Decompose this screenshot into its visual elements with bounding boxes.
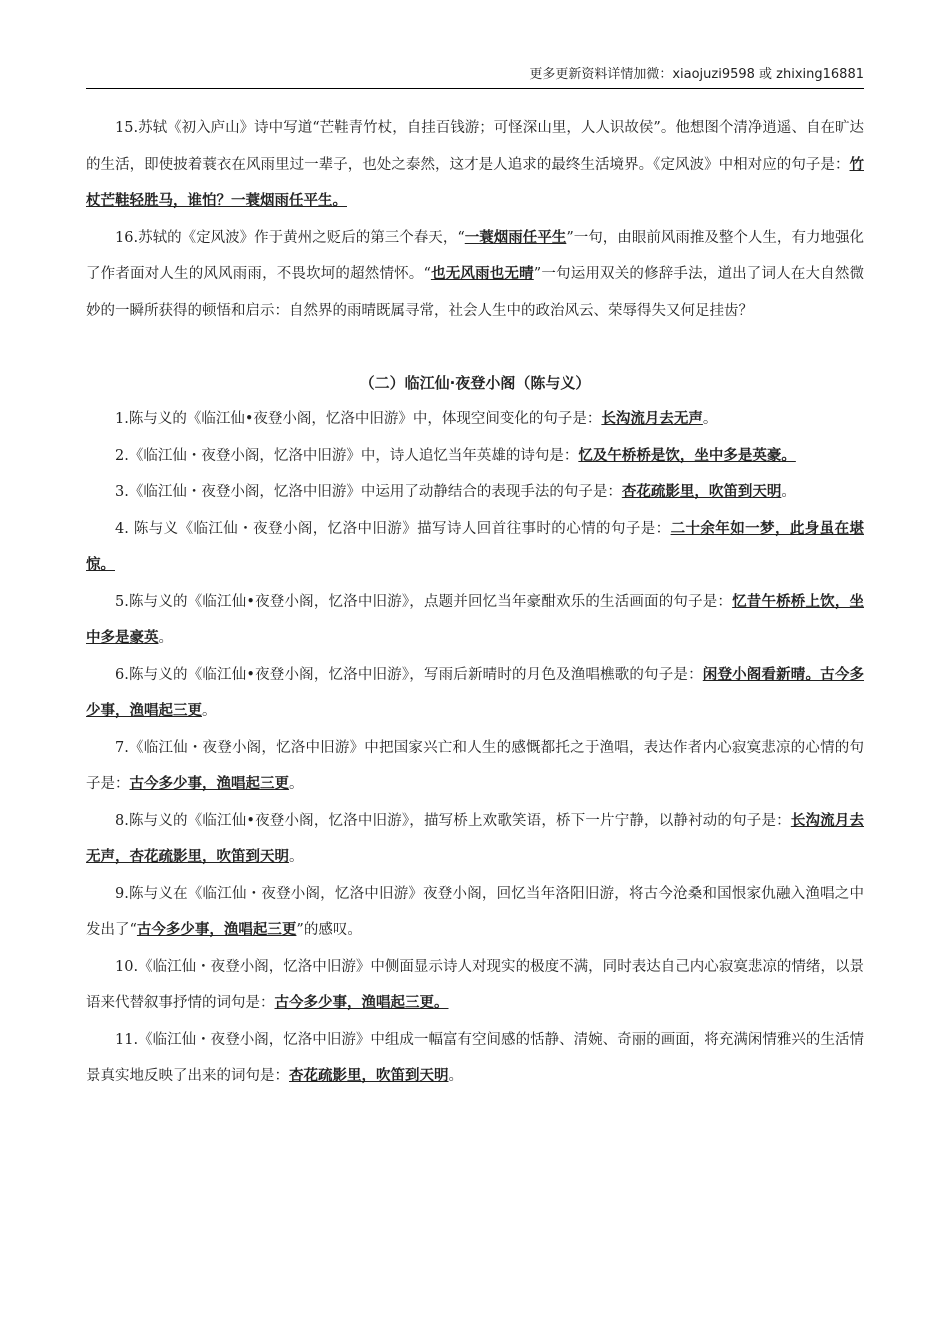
question-7 (86, 730, 864, 803)
page-header (86, 66, 864, 89)
question-text: 7.《临江仙・夜登小阁，忆洛中旧游》中把国家兴亡和人生的感慨都托之于渔唱，表达作者内心寂寞悲凉的心情的句子是： (86, 739, 864, 792)
answer-text: 忆及午桥桥是饮，坐中多是英豪。 (578, 447, 796, 464)
punct: 。 (448, 1068, 463, 1084)
answer-text: 忆昔午桥桥上饮，坐中多是豪英 (86, 593, 864, 646)
answer-text: 古今多少事，渔唱起三更 (129, 776, 289, 792)
question-text: 10.《临江仙・夜登小阁，忆洛中旧游》中侧面显示诗人对现实的极度不满，同时表达自己内心寂寞悲凉的情绪，以景语来代替叙事抒情的词句是： (86, 958, 864, 1011)
punct: 。 (202, 703, 217, 719)
question-16 (86, 220, 864, 330)
question-2 (86, 438, 864, 475)
punct: 。 (158, 630, 173, 646)
question-9 (86, 876, 864, 949)
answer-text: 一蓑烟雨任平生 (464, 229, 567, 246)
answer-text: 杏花疏影里，吹笛到天明 (289, 1068, 449, 1084)
answer-text: 也无风雨也无晴 (430, 266, 534, 282)
punct: 。 (289, 776, 304, 792)
question-11 (86, 1022, 864, 1095)
question-text: 4. 陈与义《临江仙・夜登小阁，忆洛中旧游》描写诗人回首往事时的心情的句子是： (115, 520, 671, 537)
question-15 (86, 110, 864, 220)
question-text: 2.《临江仙・夜登小阁，忆洛中旧游》中，诗人追忆当年英雄的诗句是： (115, 447, 579, 464)
answer-text: 古今多少事，渔唱起三更 (136, 922, 297, 938)
question-10 (86, 949, 864, 1022)
answer-text: 古今多少事，渔唱起三更。 (274, 995, 449, 1011)
question-text: 1.陈与义的《临江仙•夜登小阁，忆洛中旧游》中，体现空间变化的句子是： (115, 411, 602, 427)
question-4 (86, 511, 864, 584)
answer-text: 长沟流月去无声，杏花疏影里，吹笛到天明 (86, 812, 865, 865)
answer-text: 二十余年如一梦，此身虽在堪惊。 (86, 520, 864, 573)
punct: ”的感叹。 (296, 922, 362, 938)
question-text: 9.陈与义在《临江仙・夜登小阁，忆洛中旧游》夜登小阁，回忆当年洛阳旧游，将古今沧桑和国恨家仇融入渔唱之中发出了“ (86, 885, 864, 938)
question-6 (86, 657, 864, 730)
punct: 。 (781, 484, 796, 500)
header-text: 更多更新资料详情加微：xiaojuzi9598 或 zhixing16881 (529, 67, 864, 82)
question-1 (86, 401, 864, 438)
question-text: 15.苏轼《初入庐山》诗中写道“芒鞋青竹杖，自挂百钱游；可怪深山里，人人识故侯”。他想图个清净逍遥、自在旷达的生活，即使披着蓑衣在风雨里过一辈子，也处之泰然，这才是人追求的最终生活境界。《定风波》中相对应的句子是： (86, 120, 864, 173)
answer-text: 竹杖芒鞋轻胜马，谁怕？一蓑烟雨任平生。 (86, 156, 864, 209)
punct: 。 (702, 411, 718, 427)
answer-text: 闲登小阁看新晴。古今多少事，渔唱起三更 (86, 666, 865, 719)
question-text: 8.陈与义的《临江仙•夜登小阁，忆洛中旧游》，描写桥上欢歌笑语，桥下一片宁静，以静衬动的句子是： (115, 812, 791, 829)
question-text: 11.《临江仙・夜登小阁，忆洛中旧游》中组成一幅富有空间感的恬静、清婉、奇丽的画面，将充满闲情雅兴的生活情景真实地反映了出来的词句是： (86, 1031, 864, 1084)
question-text: 5.陈与义的《临江仙•夜登小阁，忆洛中旧游》，点题并回忆当年豪酣欢乐的生活画面的句子是： (115, 593, 733, 610)
question-3 (86, 474, 864, 511)
answer-text: 杏花疏影里，吹笛到天明 (621, 484, 782, 500)
punct: 。 (289, 849, 304, 865)
question-text: ”一句，由眼前风雨推及整个人生，有力地强化了作者面对人生的风风雨雨，不畏坎坷的超然情怀。“ (86, 229, 864, 282)
question-text: 16.苏轼的《定风波》作于黄州之贬后的第三个春天，“ (115, 229, 465, 246)
question-text: 3.《临江仙・夜登小阁，忆洛中旧游》中运用了动静结合的表现手法的句子是： (115, 484, 622, 500)
question-text: ”一句运用双关的修辞手法，道出了词人在大自然微妙的一瞬所获得的顿悟和启示：自然界的雨晴既属寻常，社会人生中的政治风云、荣辱得失又何足挂齿？ (86, 266, 864, 319)
section-title: （二）临江仙·夜登小阁（陈与义） (359, 374, 591, 392)
question-5 (86, 584, 864, 657)
answer-text: 长沟流月去无声 (601, 411, 703, 427)
document-body (86, 110, 864, 1095)
question-8 (86, 803, 864, 876)
question-text: 6.陈与义的《临江仙•夜登小阁，忆洛中旧游》，写雨后新晴时的月色及渔唱樵歌的句子是： (115, 666, 703, 683)
